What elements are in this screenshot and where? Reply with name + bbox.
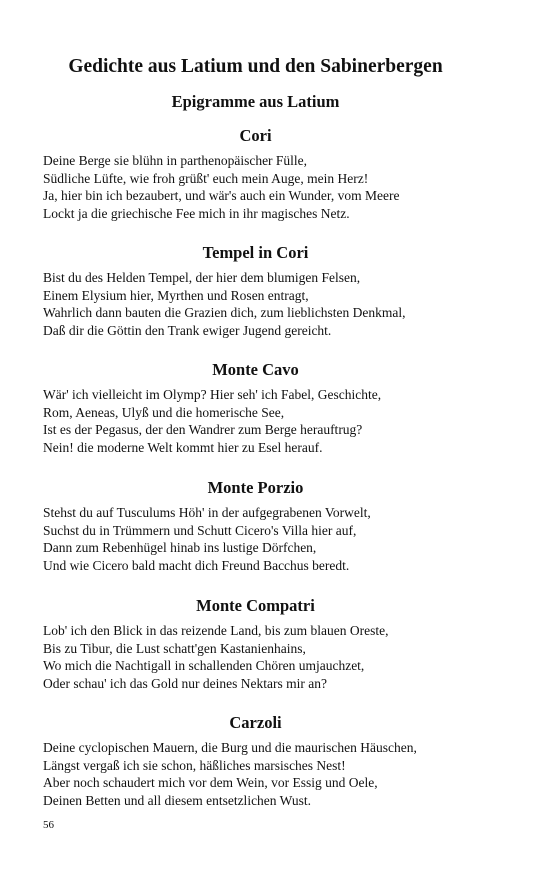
poem-lines [43,622,513,692]
poem-title: Carzoli [229,713,282,732]
poem-line: Suchst du in Trümmern und Schutt Cicero's Villa hier auf, [43,522,357,538]
poem-lines [43,739,513,809]
poem-lines [43,504,513,574]
poem-lines [43,152,513,222]
poem-line: Stehst du auf Tusculums Höh' in der aufgegrabenen Vorwelt, [43,505,371,520]
poem-line: Bist du des Helden Tempel, der hier dem blumigen Felsen, [43,270,361,285]
poem-title: Monte Cavo [212,360,299,379]
poem-line: Nein! die moderne Welt kommt hier zu Esel herauf. [43,439,323,455]
poem-line: Oder schau' ich das Gold nur deines Nektars mir an? [43,675,327,691]
poem-line: Rom, Aeneas, Ulyß und die homerische See, [43,404,285,420]
poem-line: Einem Elysium hier, Myrthen und Rosen entragt, [43,287,309,303]
poem-line: Daß dir die Göttin den Trank ewiger Jugend gereicht. [43,322,332,338]
poem-title: Cori [239,126,272,145]
poem-lines [43,386,513,456]
poem-line: Deinen Betten und all diesem entsetzlichen Wust. [43,792,312,808]
poem-line: Wo mich die Nachtigall in schallenden Chören umjauchzet, [43,658,365,674]
poem-line: Bis zu Tibur, die Lust schatt'gen Kastanienhains, [43,640,306,656]
poem-lines [43,269,513,339]
poem-line: Lob' ich den Blick in das reizende Land, bis zum blauen Oreste, [43,623,389,638]
page-number: 56 [43,819,54,831]
poem-line: Wahrlich dann bauten die Grazien dich, zum lieblichsten Denkmal, [43,305,406,321]
poem-line: Ist es der Pegasus, der den Wandrer zum Berge herauftrug? [43,422,363,438]
poem-line: Deine cyclopischen Mauern, die Burg und die maurischen Häuschen, [43,740,417,755]
poem-line: Lockt ja die griechische Fee mich in ihr magisches Netz. [43,205,350,221]
poem-line: Ja, hier bin ich bezaubert, und wär's auch ein Wunder, vom Meere [43,188,400,204]
poem-title: Tempel in Cori [202,243,309,262]
poem-line: Längst vergaß ich sie schon, häßliches marsisches Nest! [43,757,346,773]
poem-title: Monte Porzio [207,478,304,497]
poem-line: Aber noch schaudert mich vor dem Wein, vor Essig und Oele, [43,775,378,791]
poem-line: Und wie Cicero bald macht dich Freund Bacchus beredt. [43,557,350,573]
book-title: Gedichte aus Latium und den Sabinerbergen [68,56,443,77]
poem-line: Südliche Lüfte, wie froh grüßt' euch mein Auge, mein Herz! [43,170,369,186]
poem-line: Deine Berge sie blühn in parthenopäischer Fülle, [43,153,308,168]
section-title: Epigramme aus Latium [171,92,340,111]
poem-title: Monte Compatri [196,596,315,615]
poem-line: Wär' ich vielleicht im Olymp? Hier seh' ich Fabel, Geschichte, [43,387,382,402]
poem-line: Dann zum Rebenhügel hinab ins lustige Dörfchen, [43,540,317,556]
